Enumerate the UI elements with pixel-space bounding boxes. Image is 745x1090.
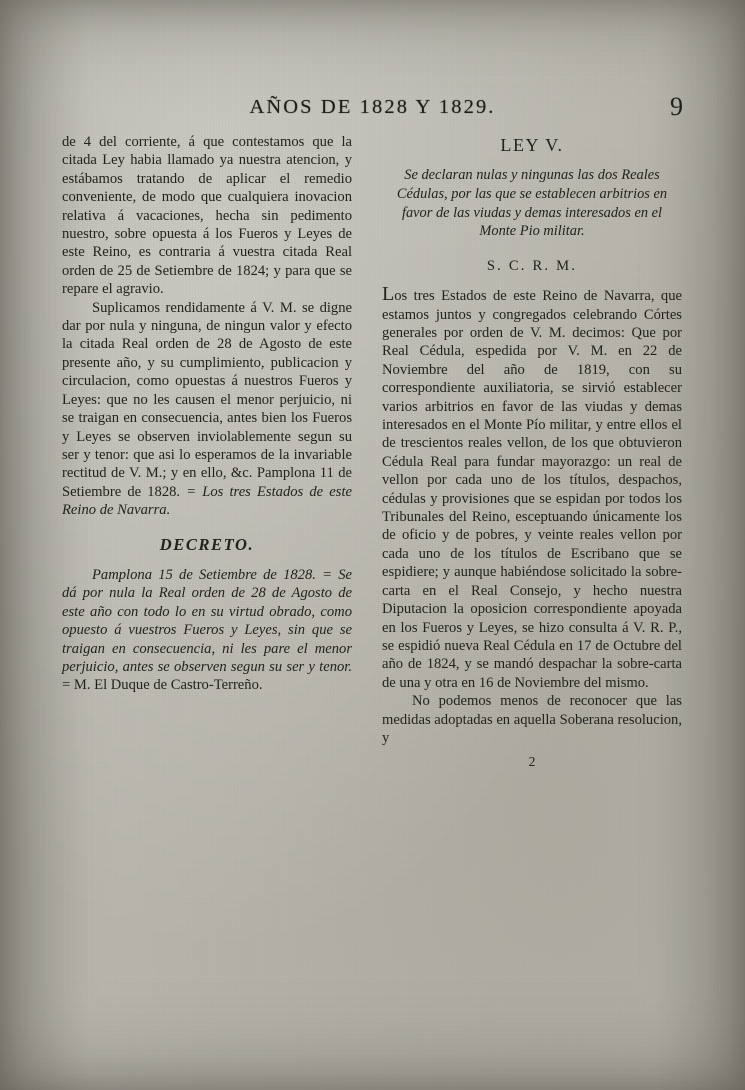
page-number: 9 (670, 92, 683, 121)
running-title: AÑOS DE 1828 Y 1829. (249, 96, 496, 118)
petition-text: Suplicamos rendidamente á V. M. se digne dar por nula y ninguna, de ningun valor y efecto la citada Real orden de 28 de Agosto de este presente año, y su cumplimiento, publicacion y circulacion, como opuestas á nuestros Fueros y Leyes: que no les causen el menor perjuicio, ni se traigan en consecuencia, antes bien los Fueros y Leyes se observen inviolablemente segun su ser y tenor: que asi lo esperamos de la invariable rectitud de V. M.; y en ello, &c. Pamplona 11 de Setiembre de 1828. (62, 299, 352, 500)
right-column (382, 133, 682, 1030)
decreto-body: = Se dá por nula la Real orden de 28 de Agosto de este año con todo lo en su virtud obrado, como opuesto á vuestros Fueros y Leyes, sin que se traigan en consecuencia, ni les pare el menor perjuicio, antes se observen segun su ser y tenor. (62, 566, 352, 675)
paragraph-petition (62, 299, 352, 520)
law-subtitle: Se declaran nulas y ningunas las dos Reales Cédulas, por las que se establecen arbitrios en favor de las viudas y demas interesados en el Monte Pio militar. (396, 167, 668, 240)
page-header (0, 96, 745, 119)
decreto-signature: = M. El Duque de Castro-Terreño. (62, 677, 263, 694)
decreto-heading: DECRETO. (159, 534, 255, 554)
law-paragraph-1: Los tres Estados de este Reino de Navarra, que estamos juntos y congregados celebrando Córtes generales por orden de V. M. decimos: Que por Real Cédula, espedida por V. M. en 22 de Noviembre del año de 1819, con su correspondiente auxiliatoria, se sirvió establecer varios arbitrios en favor de las viudas y demas interesados en el Monte Pío militar, y entre ellos el de trescientos reales vellon, de los que obtuvieron Cédula Real para fundar mayorazgo: un real de vellon por cada uno de los títulos, despachos, cédulas y provisiones que se espidan por todos los Tribunales del Reino, esceptuando únicamente los de oficio y de pobres, y veinte reales vellon por cada uno de los títulos de Escribano que se espidiere; y aunque habiéndose solicitado la sobre-carta en el Real Consejo, y hecho nuestra Diputacion la oposicion correspondiente apoyada en los Fueros y Leyes, se hizo consulta á V. R. P., se espidió nueva Real Cédula en 17 de Octubre del año de 1824, y se mandó despachar la sobre-carta de una y otra en 16 de Noviembre del mismo. (382, 283, 682, 691)
two-column-body (62, 133, 687, 1030)
law-paragraph-2: No podemos menos de reconocer que las medidas adoptadas en aquella Soberana resolucion, y (382, 693, 682, 746)
left-column (62, 133, 352, 1030)
decreto-place-date: Pamplona 15 de Setiembre de 1828. (92, 566, 316, 583)
petition-signature: = Los tres Estados de este Reino de Navarra. (62, 483, 352, 519)
paragraph-decreto (62, 566, 352, 695)
law-heading: LEY V. (500, 135, 564, 155)
signature-mark: 2 (528, 754, 536, 770)
paragraph-continuation: de 4 del corriente, á que contestamos que la citada Ley habia llamado ya nuestra atencion, y estábamos tratando de aplicar el remedio conveniente, de modo que cualquiera inovacion relativa á vacaciones, hecha sin pedimento nuestro, sobre opuesta á los Fueros y Leyes de este Reino, es contraria á vuestra citada Real orden de 25 de Setiembre de 1824; y para que se repare el agravio. (62, 134, 352, 298)
royal-address: S. C. R. M. (486, 257, 578, 274)
